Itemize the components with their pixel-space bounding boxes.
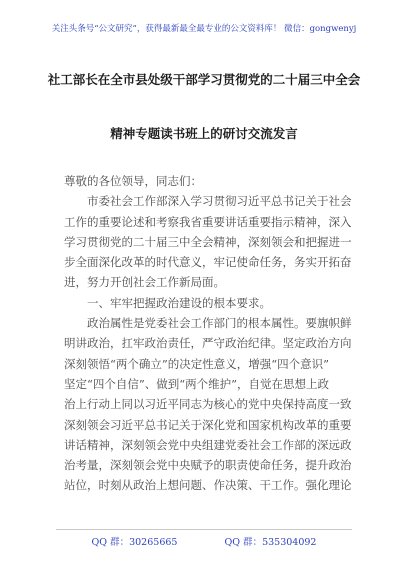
footer-divider [56,529,352,530]
body-line: 深刻领悟“两个确立”的决定性意义，增强“四个意识” [64,356,330,371]
body-line: 讲话精神，深刻领会党中央组建党委社会工作部的深远政 [64,437,352,452]
body-line: 深刻领会习近平总书记关于深化党和国家机构改革的重要 [64,417,352,432]
footer [0,534,408,548]
body-line: 工作的重要论述和考察我省重要讲话重要指示精神，深入 [64,214,352,229]
body-line: 治上行动上同以习近平同志为核心的党中央保持高度一致 [64,397,352,412]
body-line: 市委社会工作部深入学习贯彻习近平总书记关于社会 [64,194,352,209]
body-line: 坚定“四个自信”、做到“两个维护”，自觉在思想上政 [64,376,330,391]
document-body [64,171,354,496]
footer-qq-group-2: QQ 群：535304092 [224,537,317,548]
body-line: 明讲政治，扛牢政治责任，严守政治纪律。坚定政治方向 [64,336,352,351]
salutation: 尊敬的各位领导，同志们： [64,174,202,188]
document-title-line-2: 精神专题读书班上的研讨交流发言 [110,126,298,141]
document-title-line-1: 社工部长在全市县处级干部学习贯彻党的二十届三中全会 [47,72,361,87]
section-heading: 一、牢牢把握政治建设的根本要求。 [64,295,271,310]
body-line: 站位，时刻从政治上想问题、作决策、干工作。强化理论 [64,478,352,493]
body-line: 政治属性是党委社会工作部门的根本属性。要旗帜鲜 [64,316,352,331]
body-line: 步全面深化改革的时代意义，牢记使命任务，务实开拓奋 [64,255,352,270]
body-line: 治考量，深刻领会党中央赋予的职责使命任务，提升政治 [64,458,352,473]
body-line: 进，努力开创社会工作新局面。 [64,275,225,290]
header-banner: 关注头条号“公文研究”，获得最新最全最专业的公文资料库！ 微信：gongwenyj [51,24,357,34]
body-line: 学习贯彻党的二十届三中全会精神，深刻领会和把握进一 [64,234,352,249]
footer-qq-group-1: QQ 群：30265665 [91,537,178,548]
